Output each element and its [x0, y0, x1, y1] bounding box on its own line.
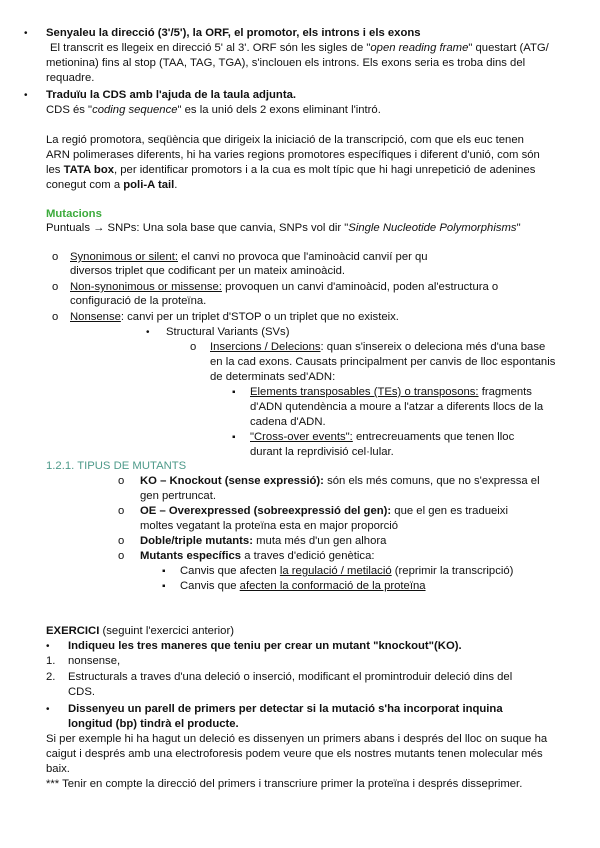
question-1: Indiqueu les tres maneres que teniu per crear un mutant "knockout"(KO).	[68, 640, 462, 652]
bullet-marker: •	[24, 28, 28, 39]
square-marker: ▪	[232, 432, 236, 443]
question-2: Dissenyeu un parell de primers per detectar si la mutació s'ha incorporat inquina	[68, 703, 503, 715]
list-number: 1.	[46, 655, 56, 667]
paragraph-line: les TATA box, per identificar promotors i a la cua es molt típic que hi hagi unrepetició de adenines	[46, 164, 536, 176]
canvis-regulacio-item: Canvis que afecten la regulació / metilació (reprimir la transcripció)	[180, 565, 514, 577]
square-marker: ▪	[162, 566, 166, 577]
paragraph-line: La regió promotora, seqüència que dirigeix la iniciació de la transcripció, com que els euc tenen	[46, 134, 524, 146]
ko-item: KO – Knockout (sense expressió): són els més comuns, que no s'expressa el	[140, 475, 540, 487]
crossover-item: "Cross-over events": entrecreuaments que tenen lloc	[250, 431, 515, 443]
answer-1: nonsense,	[68, 655, 121, 667]
list-marker: o	[52, 311, 59, 323]
square-marker: ▪	[162, 581, 166, 592]
list-marker: o	[118, 535, 125, 547]
crossover-item-line: durant la reprdivisió cel·lular.	[250, 446, 394, 458]
synonimous-item-line: diversos triplet que codificant per un mateix aminoàcid.	[70, 265, 346, 277]
answer-2: Estructurals a traves d'una deleció o inserció, modificant el promintroduir deleció dins del	[68, 671, 513, 683]
list-marker: o	[118, 550, 125, 562]
list-marker: o	[118, 475, 125, 487]
section-1-line: metionina) fins al stop (TAA, TAG, TGA), s'inclouen els introns. Els exons seria es troba dins del	[46, 57, 526, 69]
nonsynonimous-item: Non-synonimous or missense: provoquen un canvi d'aminoàcid, poden al'estructura o	[70, 281, 499, 293]
bullet-marker: •	[146, 327, 150, 338]
list-marker: o	[118, 505, 125, 517]
section-2-line: CDS és "coding sequence" es la unió dels 2 exons eliminant l'intró.	[46, 104, 381, 116]
section-1-line: requadre.	[46, 72, 95, 84]
answer-paragraph-line: caigut i després amb una electroforesis podem veure que els nostres mutants tenen molecular més	[46, 748, 543, 760]
answer-2-line: CDS.	[68, 686, 95, 698]
bullet-marker: •	[46, 704, 50, 715]
nonsynonimous-item-line: configuració de la proteïna.	[70, 295, 207, 307]
synonimous-item: Synonimous or silent: el canvi no provoca que l'aminoàcid canvií per qu	[70, 251, 428, 263]
indel-item-line: de determinats sed'ADN:	[210, 371, 336, 383]
answer-paragraph-line: Si per exemple hi ha hagut un deleció es dissenyen un primers abans i després del lloc on suque ha	[46, 733, 548, 745]
mutants-especifics-item: Mutants específics a traves d'edició genètica:	[140, 550, 375, 562]
oe-item-line: moltes vegatant la proteïna esta en major proporció	[140, 520, 399, 532]
bullet-marker: •	[24, 90, 28, 101]
exercici-title: EXERCICI (seguint l'exercici anterior)	[46, 625, 234, 637]
answer-paragraph-line: baix.	[46, 763, 70, 775]
canvis-conformacio-item: Canvis que afecten la conformació de la proteïna	[180, 580, 426, 592]
list-marker: o	[190, 341, 197, 353]
indel-item: Insercions / Delecions: quan s'insereix o deleciona més d'una base	[210, 341, 546, 353]
note-line: *** Tenir en compte la direcció del primers i transcriure primer la proteïna i després disseprimer.	[46, 778, 523, 790]
section-2-title: Traduïu la CDS amb l'ajuda de la taula adjunta.	[46, 89, 297, 101]
paragraph-line: conegut com a poli-A tail.	[46, 179, 178, 191]
ko-item-line: gen pertruncat.	[140, 490, 216, 502]
transposons-item-line: d'ADN qutendència a moure a l'atzar a diferents llocs de la	[250, 401, 544, 413]
bullet-marker: •	[46, 641, 50, 652]
nonsense-item: Nonsense: canvi per un triplet d'STOP o un triplet que no existeix.	[70, 311, 399, 323]
structural-variants-item: Structural Variants (SVs)	[166, 326, 290, 338]
question-2-line: longitud (bp) tindrà el producte.	[68, 718, 239, 730]
list-marker: o	[52, 251, 59, 263]
list-number: 2.	[46, 671, 56, 683]
puntuals-line: Puntuals → SNPs: Una sola base que canvia, SNPs vol dir "Single Nucleotide Polymorphisms"	[46, 222, 521, 234]
list-marker: o	[52, 281, 59, 293]
section-1-title: Senyaleu la direcció (3'/5'), la ORF, el promotor, els introns i els exons	[46, 27, 421, 39]
indel-item-line: en la cad exons. Causats principalment per canvis de lloc espontanis	[210, 356, 556, 368]
tipus-mutants-heading: 1.2.1. TIPUS DE MUTANTS	[46, 460, 187, 472]
transposons-item-line: cadena d'ADN.	[250, 416, 326, 428]
mutacions-heading: Mutacions	[46, 208, 102, 220]
section-1-line: El transcrit es llegeix en direcció 5' al 3'. ORF són les sigles de "open reading frame" questart (ATG/	[50, 42, 549, 54]
doble-triple-item: Doble/triple mutants: muta més d'un gen alhora	[140, 535, 387, 547]
oe-item: OE – Overexpressed (sobreexpressió del gen): que el gen es tradueixi	[140, 505, 508, 517]
square-marker: ▪	[232, 387, 236, 398]
transposons-item: Elements transposables (TEs) o transposons: fragments	[250, 386, 532, 398]
paragraph-line: ARN polimerases diferents, hi ha varies regions promotores específiques i diferent d'unió, com són	[46, 149, 540, 161]
